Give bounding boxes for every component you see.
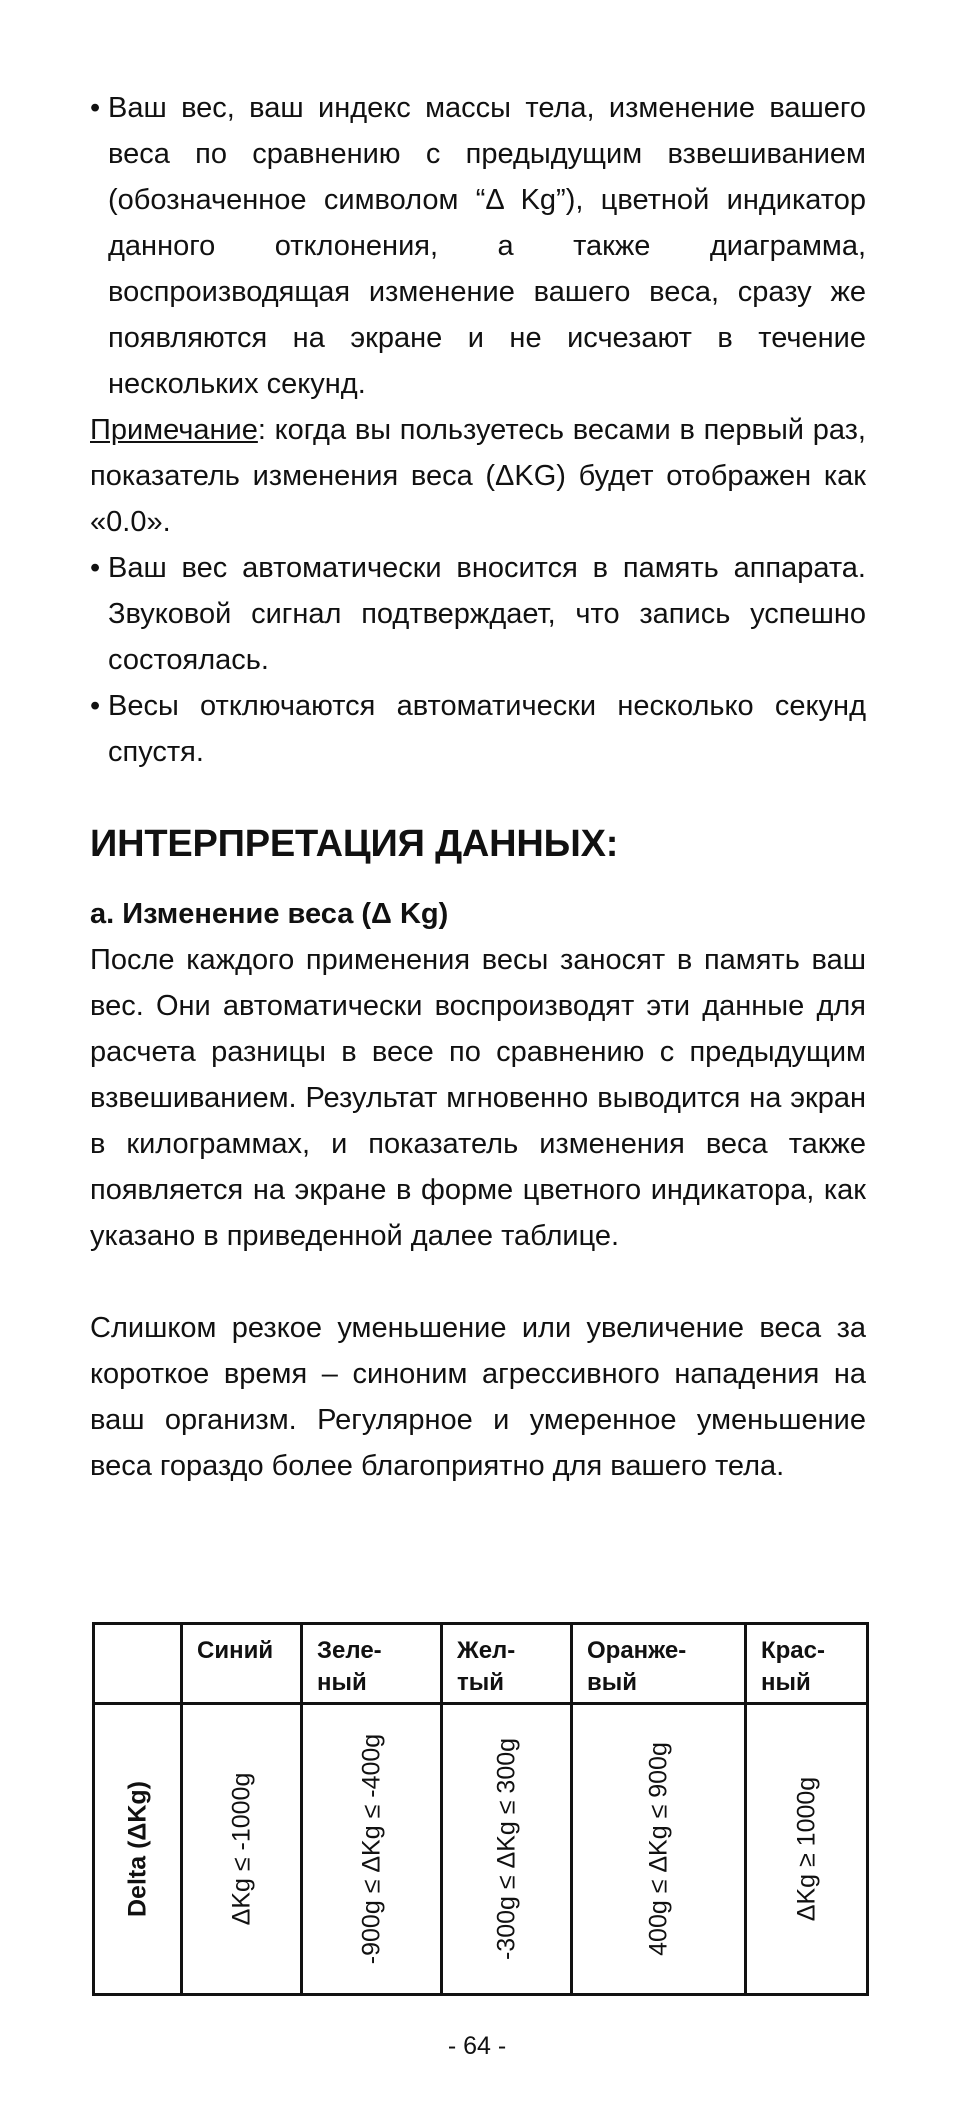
bullet-text: Ваш вес, ваш индекс массы тела, изменение вашего веса по сравнению с предыдущим взвешиванием (обозначенное символом “Δ Kg”), цветной индикатор данного отклонения, а также диаграмма, воспроизводящая изменение вашего веса, сразу же появляются на экране и не исчезают в течение нескольких секунд.	[108, 92, 866, 400]
table-header-row	[94, 1624, 868, 1704]
body-paragraph: Слишком резкое уменьшение или увеличение веса за короткое время – синоним агрессивного нападения на ваш организм. Регулярное и умеренное уменьшение веса гораздо более благоприятно для вашего тела.	[90, 1312, 866, 1482]
subsection-title: a. Изменение веса (Δ Kg)	[90, 898, 449, 930]
range-label: -300g ≤ ΔKg ≤ 300g	[492, 1737, 520, 1960]
table-cell	[746, 1703, 868, 1994]
row-label: Delta (ΔKg)	[123, 1780, 151, 1917]
table-cell	[572, 1703, 746, 1994]
table-cell	[302, 1703, 442, 1994]
table-header-cell: Зеле-ный	[302, 1624, 442, 1704]
list-item	[90, 85, 866, 407]
table-row	[94, 1703, 868, 1994]
note-label: Примечание	[90, 414, 258, 446]
table-cell	[442, 1703, 572, 1994]
note-text: : когда вы пользуетесь весами в первый раз, показатель изменения веса (ΔKG) будет отображен как «0.0».	[90, 414, 866, 538]
range-label: ΔKg ≥ 1000g	[792, 1776, 820, 1922]
table-cell	[182, 1703, 302, 1994]
section-title: ИНТЕРПРЕТАЦИЯ ДАННЫХ:	[90, 823, 619, 865]
page-number: - 64 -	[447, 2032, 507, 2060]
body-paragraph: После каждого применения весы заносят в память ваш вес. Они автоматически воспроизводят эти данные для расчета разницы в весе по сравнению с предыдущим взвешиванием. Результат мгновенно выводится на экран в килограммах, и показатель изменения веса также появляется на экране в форме цветного индикатора, как указано в приведенной далее таблице.	[90, 944, 866, 1252]
table-header-cell: Жел-тый	[442, 1624, 572, 1704]
table-header-cell: Синий	[182, 1624, 302, 1704]
table-header-cell: Крас-ный	[746, 1624, 868, 1704]
list-item	[90, 683, 866, 775]
bullet-dot: •	[90, 552, 101, 584]
range-label: 400g ≤ ΔKg ≤ 900g	[644, 1741, 672, 1956]
bullet-dot: •	[90, 92, 101, 124]
bullet-dot: •	[90, 690, 101, 722]
delta-color-table	[92, 1622, 869, 1996]
table-header-cell: Оранже-вый	[572, 1624, 746, 1704]
table-corner-cell	[94, 1624, 182, 1704]
bullet-text: Ваш вес автоматически вносится в память аппарата. Звуковой сигнал подтверждает, что запись успешно состоялась.	[108, 552, 866, 676]
note-paragraph	[90, 407, 866, 545]
table-row-label-cell	[94, 1703, 182, 1994]
range-label: ΔKg ≤ -1000g	[227, 1772, 255, 1926]
list-item	[90, 545, 866, 683]
bullet-text: Весы отключаются автоматически несколько секунд спустя.	[108, 690, 866, 768]
page-body	[90, 85, 866, 1489]
range-label: -900g ≤ ΔKg ≤ -400g	[357, 1733, 385, 1965]
